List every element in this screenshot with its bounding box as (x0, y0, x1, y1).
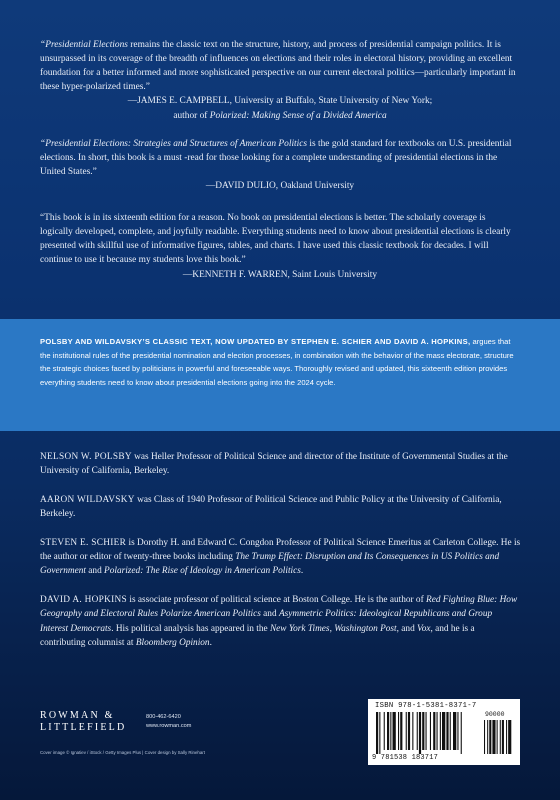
barcode-bar (408, 712, 410, 750)
publisher-phone: 800-462-6420 (146, 714, 181, 720)
publisher-website: www.rowman.com (146, 722, 192, 729)
publisher-logo (40, 710, 126, 734)
bio-text: . (300, 566, 304, 577)
author-name: AARON WILDAVSKY (40, 494, 135, 505)
bio-text: , and (396, 623, 418, 634)
barcode-bar (453, 712, 456, 750)
attribution-affiliation: , Oakland University (275, 180, 355, 191)
barcode-bar (419, 712, 421, 754)
quote-body: is the gold standard for textbooks on U.S. presidential elections. In short, this book is a must -read for those looking for a complete understanding of presidential elections in the United States.” (40, 138, 512, 177)
bio-text: and (260, 609, 279, 620)
author-bio (40, 593, 522, 651)
quote-attribution (40, 94, 520, 108)
author-name: NELSON W. POLSBY (40, 452, 132, 462)
endorsements (40, 38, 520, 282)
bio-book-title: The Trump Effect: Disruption and Its Consequences in US Politics and Government (40, 552, 500, 577)
quote-title-italic: “Presidential Elections (40, 40, 128, 50)
author-bio (40, 493, 522, 522)
attribution-name: —JAMES E. CAMPBELL (127, 96, 230, 107)
barcode-addon-bar (487, 720, 488, 754)
quote-attribution-line2 (40, 109, 520, 123)
description-lead: POLSBY AND WILDAVSKY’S CLASSIC TEXT, NOW UPDATED BY STEPHEN E. SCHIER AND DAVID A. HOPKINS, (40, 337, 471, 346)
quote-body: remains the classic text on the structure, history, and process of presidential campaign politics. It is unsurpassed in its coverage of the breadth of influences on elections and their roles in electoral history, providing an excellent foundation for a better informed and more sophisticated perspective on our current electoral politics—particularly important in these hyper-polarized times.” (40, 40, 516, 93)
barcode-bar (376, 712, 378, 754)
barcode-bar (387, 712, 389, 750)
barcode-bar (440, 712, 441, 750)
barcode-bar (412, 712, 413, 750)
barcode-addon-bar (508, 720, 511, 754)
barcode-bar (390, 712, 391, 750)
barcode-bar (433, 712, 435, 750)
endorsement-quote (40, 38, 520, 123)
barcode-bar (430, 712, 431, 750)
bio-text: is associate professor of political science at Boston College. He is the author of (127, 594, 427, 605)
quote-attribution (40, 268, 520, 282)
author-name: DAVID A. HOPKINS (40, 594, 128, 605)
barcode-bar (442, 712, 445, 750)
quote-body: “This book is in its sixteenth edition for a reason. No book on presidential elections is better. The scholarly coverage is logically developed, complete, and joyfully readable. Everything students need to know about presidential elections is clearly presented with skillful use of informative figures, tables, and charts. I have used this classic textbook for decades. I will continue to use it because my students love this book.” (40, 213, 511, 266)
barcode-bar (437, 712, 438, 750)
barcode-bar (398, 712, 399, 750)
bio-publication: Washington Post (334, 623, 397, 634)
bio-text: , (329, 623, 335, 634)
endorsement-quote (40, 137, 520, 193)
attribution-book-title: Polarized: Making Sense of a Divided America (209, 110, 387, 121)
attribution-author-of: author of (173, 110, 210, 121)
endorsement-quote (40, 211, 520, 282)
bio-book-title: Polarized: The Rise of Ideology in American Politics (104, 566, 301, 577)
bio-book-title: Asymmetric Politics: Ideological Republicans and Group Interest Democrats (40, 609, 493, 634)
bio-text: was Heller Professor of Political Science and director of the Institute of Governmental Studies at the University of California, Berkeley. (40, 452, 508, 477)
bio-publication: Bloomberg Opinion (135, 638, 210, 649)
description-body: argues that the institutional rules of the presidential nomination and election processes, in combination with the behavior of the mass electorate, structure the strategic choices faced by politicians in powerful and foreseeable ways. Thoroughly revised and updated, this sixteenth edition provides everything students need to know about presidential elections going into the 2024 cycle. (40, 337, 514, 387)
barcode-bar (379, 712, 380, 754)
bio-text: was Class of 1940 Professor of Political Science and Public Policy at the University of California, Berkeley. (40, 494, 502, 520)
book-description-box (0, 319, 560, 431)
barcode-addon-bar (492, 720, 495, 754)
barcode-bar (393, 712, 396, 750)
attribution-affiliation: , University at Buffalo, State University of New York; (229, 96, 433, 107)
barcode-bar (446, 712, 448, 750)
author-bio (40, 536, 522, 579)
barcode-addon-bar (484, 720, 485, 754)
quote-attribution (40, 179, 520, 193)
barcode-bar (422, 712, 424, 750)
barcode-bar (457, 712, 458, 750)
attribution-name: —KENNETH F. WARREN (182, 269, 288, 280)
quote-title-italic: “Presidential Elections: Strategies and Structures of American Politics (40, 138, 308, 149)
publisher-logo-line2: LITTLEFIELD (40, 722, 127, 733)
bio-text: . His political analysis has appeared in the (111, 623, 270, 634)
ean-digits: 9 781538 183717 (372, 754, 439, 762)
bio-book-title: Red Fighting Blue: How Geography and Electoral Rules Polarize American Politics (40, 594, 518, 620)
attribution-name: —DAVID DULIO (205, 180, 276, 191)
bio-text: is Dorothy H. and Edward C. Congdon Professor of Political Science Emeritus at Carleton College. He is the author or editor of twenty-three books including (40, 537, 521, 563)
bio-publication: Vox (417, 623, 431, 634)
publisher-contact (146, 713, 191, 731)
attribution-affiliation: , Saint Louis University (287, 269, 378, 280)
bio-publication: New York Times (269, 623, 330, 634)
barcode-bar (461, 712, 462, 754)
isbn-number: ISBN 978-1-5381-8371-7 (375, 702, 477, 710)
price-addon-digits: 90000 (485, 711, 505, 718)
barcode-addon-bar (489, 720, 491, 754)
barcode-bar (384, 712, 385, 750)
barcode-addon-bar (497, 720, 498, 754)
cover-credits: Cover image © Ignatiev / iStock / Getty Images Plus | Cover design by Sally Rinehart (40, 750, 205, 755)
barcode-addon-bar (506, 720, 507, 754)
barcode-bar (426, 712, 427, 750)
barcode-bars (374, 712, 514, 754)
bio-text: and (85, 566, 105, 577)
barcode-bar (406, 712, 407, 750)
author-bio (40, 450, 522, 479)
barcode-addon-bar (500, 720, 501, 754)
bio-text: , and he is a contributing columnist at (40, 623, 475, 649)
author-name: STEVEN E. SCHIER (40, 537, 127, 548)
author-bios (40, 450, 522, 664)
barcode-bar (450, 712, 451, 750)
bio-text: . (209, 638, 212, 649)
publisher-logo-line1: ROWMAN & (40, 710, 115, 721)
barcode-addon-bar (502, 720, 504, 754)
barcode-bar (400, 712, 402, 750)
barcode-bar (417, 712, 418, 750)
isbn-barcode (368, 699, 520, 765)
